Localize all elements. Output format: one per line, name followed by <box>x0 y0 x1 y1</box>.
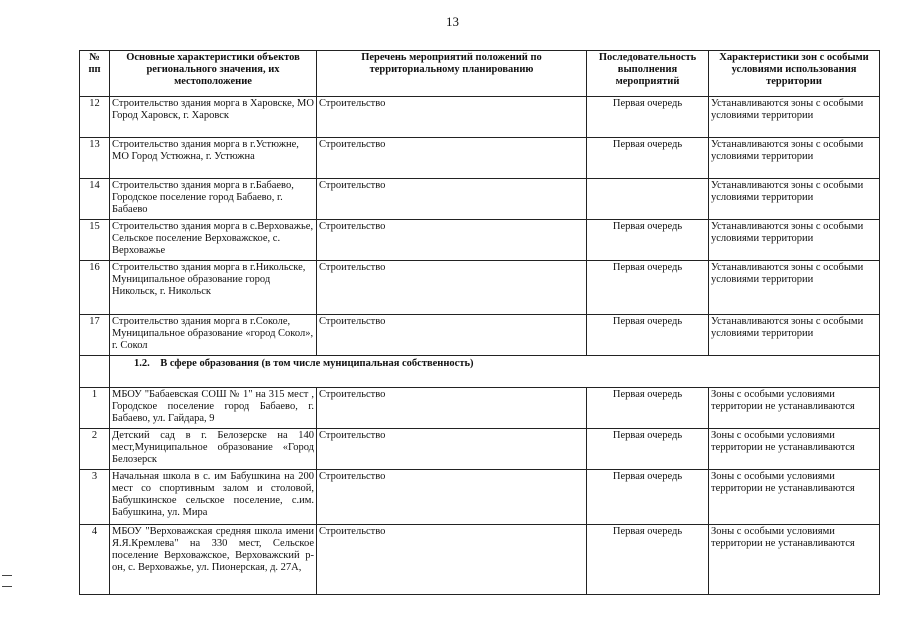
row-zone: Устанавливаются зоны с особыми условиями территории <box>709 97 880 138</box>
row-seq: Первая очередь <box>587 429 709 470</box>
row-num: 14 <box>80 179 110 220</box>
table-header-row <box>80 51 880 97</box>
row-zone: Устанавливаются зоны с особыми условиями территории <box>709 220 880 261</box>
section-title: В сфере образования (в том числе муниципальная собственность) <box>160 358 474 369</box>
row-measure: Строительство <box>317 97 587 138</box>
territorial-planning-table <box>79 50 880 595</box>
section-number: 1.2. <box>134 358 150 369</box>
row-desc: Начальная школа в с. им Бабушкина на 200 мест со спортивным залом и столовой, Бабушкинское сельское поселение, с.им. Бабушкина, ул. Мира <box>110 470 317 525</box>
row-seq: Первая очередь <box>587 220 709 261</box>
header-sequence: Последовательность выполнения мероприятий <box>587 51 709 97</box>
header-zones: Характеристики зон с особыми условиями использования территории <box>709 51 880 97</box>
row-num: 4 <box>80 525 110 595</box>
table-row <box>80 388 880 429</box>
header-measures: Перечень мероприятий положений по территориальному планированию <box>317 51 587 97</box>
row-desc: Строительство здания морга в Харовске, МО Город Харовск, г. Харовск <box>110 97 317 138</box>
row-desc: Строительство здания морга в с.Верховажье, Сельское поселение Верховажское, с. Верховажье <box>110 220 317 261</box>
row-num: 2 <box>80 429 110 470</box>
row-seq: Первая очередь <box>587 470 709 525</box>
row-zone: Устанавливаются зоны с особыми условиями территории <box>709 315 880 356</box>
row-zone: Зоны с особыми условиями территории не устанавливаются <box>709 525 880 595</box>
row-desc: МБОУ "Бабаевская СОШ № 1" на 315 мест , Городское поселение город Бабаево, г. Бабаево, ул. Гайдара, 9 <box>110 388 317 429</box>
row-zone: Устанавливаются зоны с особыми условиями территории <box>709 261 880 315</box>
row-seq <box>587 179 709 220</box>
row-num: 16 <box>80 261 110 315</box>
row-num: 3 <box>80 470 110 525</box>
row-measure: Строительство <box>317 315 587 356</box>
row-seq: Первая очередь <box>587 525 709 595</box>
row-seq: Первая очередь <box>587 138 709 179</box>
table-row <box>80 429 880 470</box>
row-num: 15 <box>80 220 110 261</box>
row-measure: Строительство <box>317 470 587 525</box>
row-desc: Строительство здания морга в г.Устюжне, МО Город Устюжна, г. Устюжна <box>110 138 317 179</box>
row-measure: Строительство <box>317 179 587 220</box>
table-row <box>80 138 880 179</box>
row-zone: Зоны с особыми условиями территории не устанавливаются <box>709 388 880 429</box>
row-measure: Строительство <box>317 220 587 261</box>
section-heading-row <box>80 356 880 388</box>
row-seq: Первая очередь <box>587 315 709 356</box>
table-row <box>80 97 880 138</box>
row-desc: Детский сад в г. Белозерске на 140 мест,Муниципальное образование «Город Белозерск <box>110 429 317 470</box>
row-seq: Первая очередь <box>587 388 709 429</box>
row-seq: Первая очередь <box>587 97 709 138</box>
table-row <box>80 179 880 220</box>
row-zone: Зоны с особыми условиями территории не устанавливаются <box>709 429 880 470</box>
row-zone: Устанавливаются зоны с особыми условиями территории <box>709 138 880 179</box>
section-heading <box>110 356 880 388</box>
table-row <box>80 315 880 356</box>
table-row <box>80 220 880 261</box>
row-seq: Первая очередь <box>587 261 709 315</box>
scan-margin-mark <box>2 586 12 587</box>
row-measure: Строительство <box>317 525 587 595</box>
row-desc: МБОУ "Верховажская средняя школа имени Я.Я.Кремлева" на 330 мест, Сельское поселение Верховажское, Верховажский р-он, с. Верховажье, ул. Пионерская, д. 27А, <box>110 525 317 595</box>
row-num: 12 <box>80 97 110 138</box>
row-num: 17 <box>80 315 110 356</box>
scan-margin-mark <box>2 575 12 576</box>
section-num-cell <box>80 356 110 388</box>
table-row <box>80 470 880 525</box>
table-row <box>80 525 880 595</box>
page-number: 13 <box>446 14 459 29</box>
row-desc: Строительство здания морга в г.Никольске, Муниципальное образование город Никольск, г. Никольск <box>110 261 317 315</box>
row-zone: Зоны с особыми условиями территории не устанавливаются <box>709 470 880 525</box>
row-zone: Устанавливаются зоны с особыми условиями территории <box>709 179 880 220</box>
row-measure: Строительство <box>317 388 587 429</box>
row-num: 13 <box>80 138 110 179</box>
row-measure: Строительство <box>317 138 587 179</box>
row-measure: Строительство <box>317 429 587 470</box>
row-num: 1 <box>80 388 110 429</box>
header-main: Основные характеристики объектов регионального значения, их местоположение <box>110 51 317 97</box>
header-num: № пп <box>80 51 110 97</box>
row-desc: Строительство здания морга в г.Бабаево, Городское поселение город Бабаево, г. Бабаево <box>110 179 317 220</box>
row-desc: Строительство здания морга в г.Соколе, Муниципальное образование «город Сокол», г. Сокол <box>110 315 317 356</box>
table-row <box>80 261 880 315</box>
row-measure: Строительство <box>317 261 587 315</box>
